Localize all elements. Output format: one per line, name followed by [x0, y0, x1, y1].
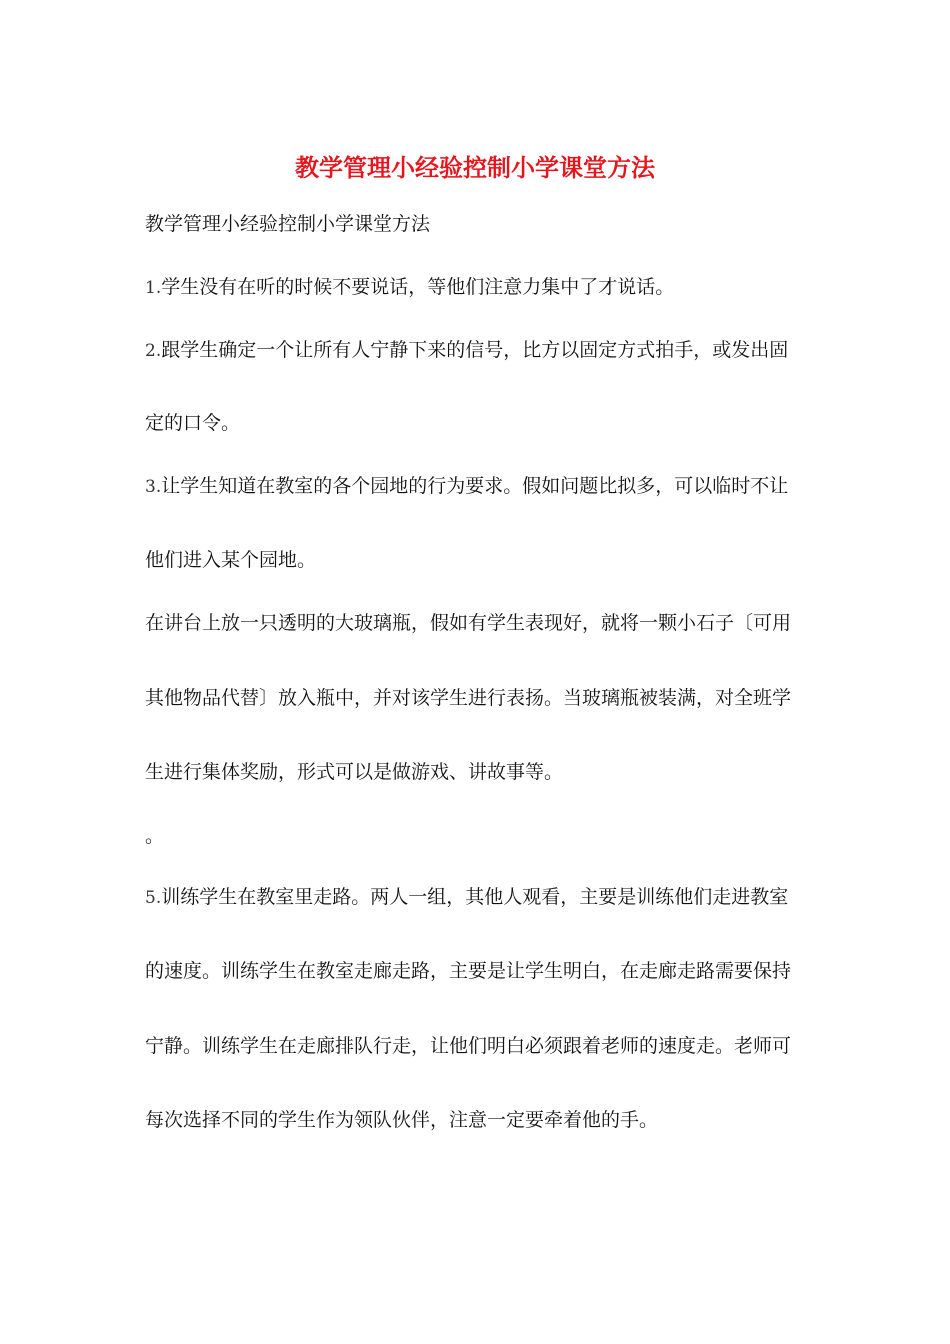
item-number: 3.: [145, 477, 162, 497]
list-item-1-line-1: [145, 273, 815, 302]
list-item-3-line-1: [145, 472, 815, 501]
paragraph-line-2: 其他物品代替〕放入瓶中，并对该学生进行表扬。当玻璃瓶被装满，对全班学: [145, 687, 792, 709]
list-item-2-line-2: 定的口令。: [145, 412, 241, 434]
paragraph-line-1: 在讲台上放一只透明的大玻璃瓶，假如有学生表现好，就将一颗小石子〔可用: [145, 612, 792, 634]
item-text: 学生没有在听的时候不要说话，等他们注意力集中了才说话。: [161, 276, 675, 298]
list-item-2-line-1: [145, 336, 815, 365]
list-item-5-line-1: [145, 883, 815, 912]
item-text: 跟学生确定一个让所有人宁静下来的信号，比方以固定方式拍手，或发出固: [161, 339, 789, 361]
document-subtitle: 教学管理小经验控制小学课堂方法: [145, 213, 431, 235]
list-item-5-line-4: 每次选择不同的学生作为领队伙伴，注意一定要牵着他的手。: [145, 1109, 659, 1131]
item-number: 1.: [145, 278, 162, 298]
list-item-5-line-3: 宁静。训练学生在走廊排队行走，让他们明白必须跟着老师的速度走。老师可: [145, 1035, 792, 1057]
item-text: 让学生知道在教室的各个园地的行为要求。假如问题比拟多，可以临时不让: [161, 475, 789, 497]
list-item-5-line-2: 的速度。训练学生在教室走廊走路，主要是让学生明白，在走廊走路需要保持: [145, 960, 792, 982]
paragraph-line-4: 。: [145, 825, 165, 847]
document-title: 教学管理小经验控制小学课堂方法: [295, 153, 655, 182]
paragraph-line-3: 生进行集体奖励，形式可以是做游戏、讲故事等。: [145, 761, 564, 783]
item-text: 训练学生在教室里走路。两人一组，其他人观看，主要是训练他们走进教室: [161, 886, 789, 908]
item-number: 2.: [145, 341, 162, 361]
list-item-3-line-2: 他们进入某个园地。: [145, 549, 317, 571]
item-number: 5.: [145, 888, 162, 908]
